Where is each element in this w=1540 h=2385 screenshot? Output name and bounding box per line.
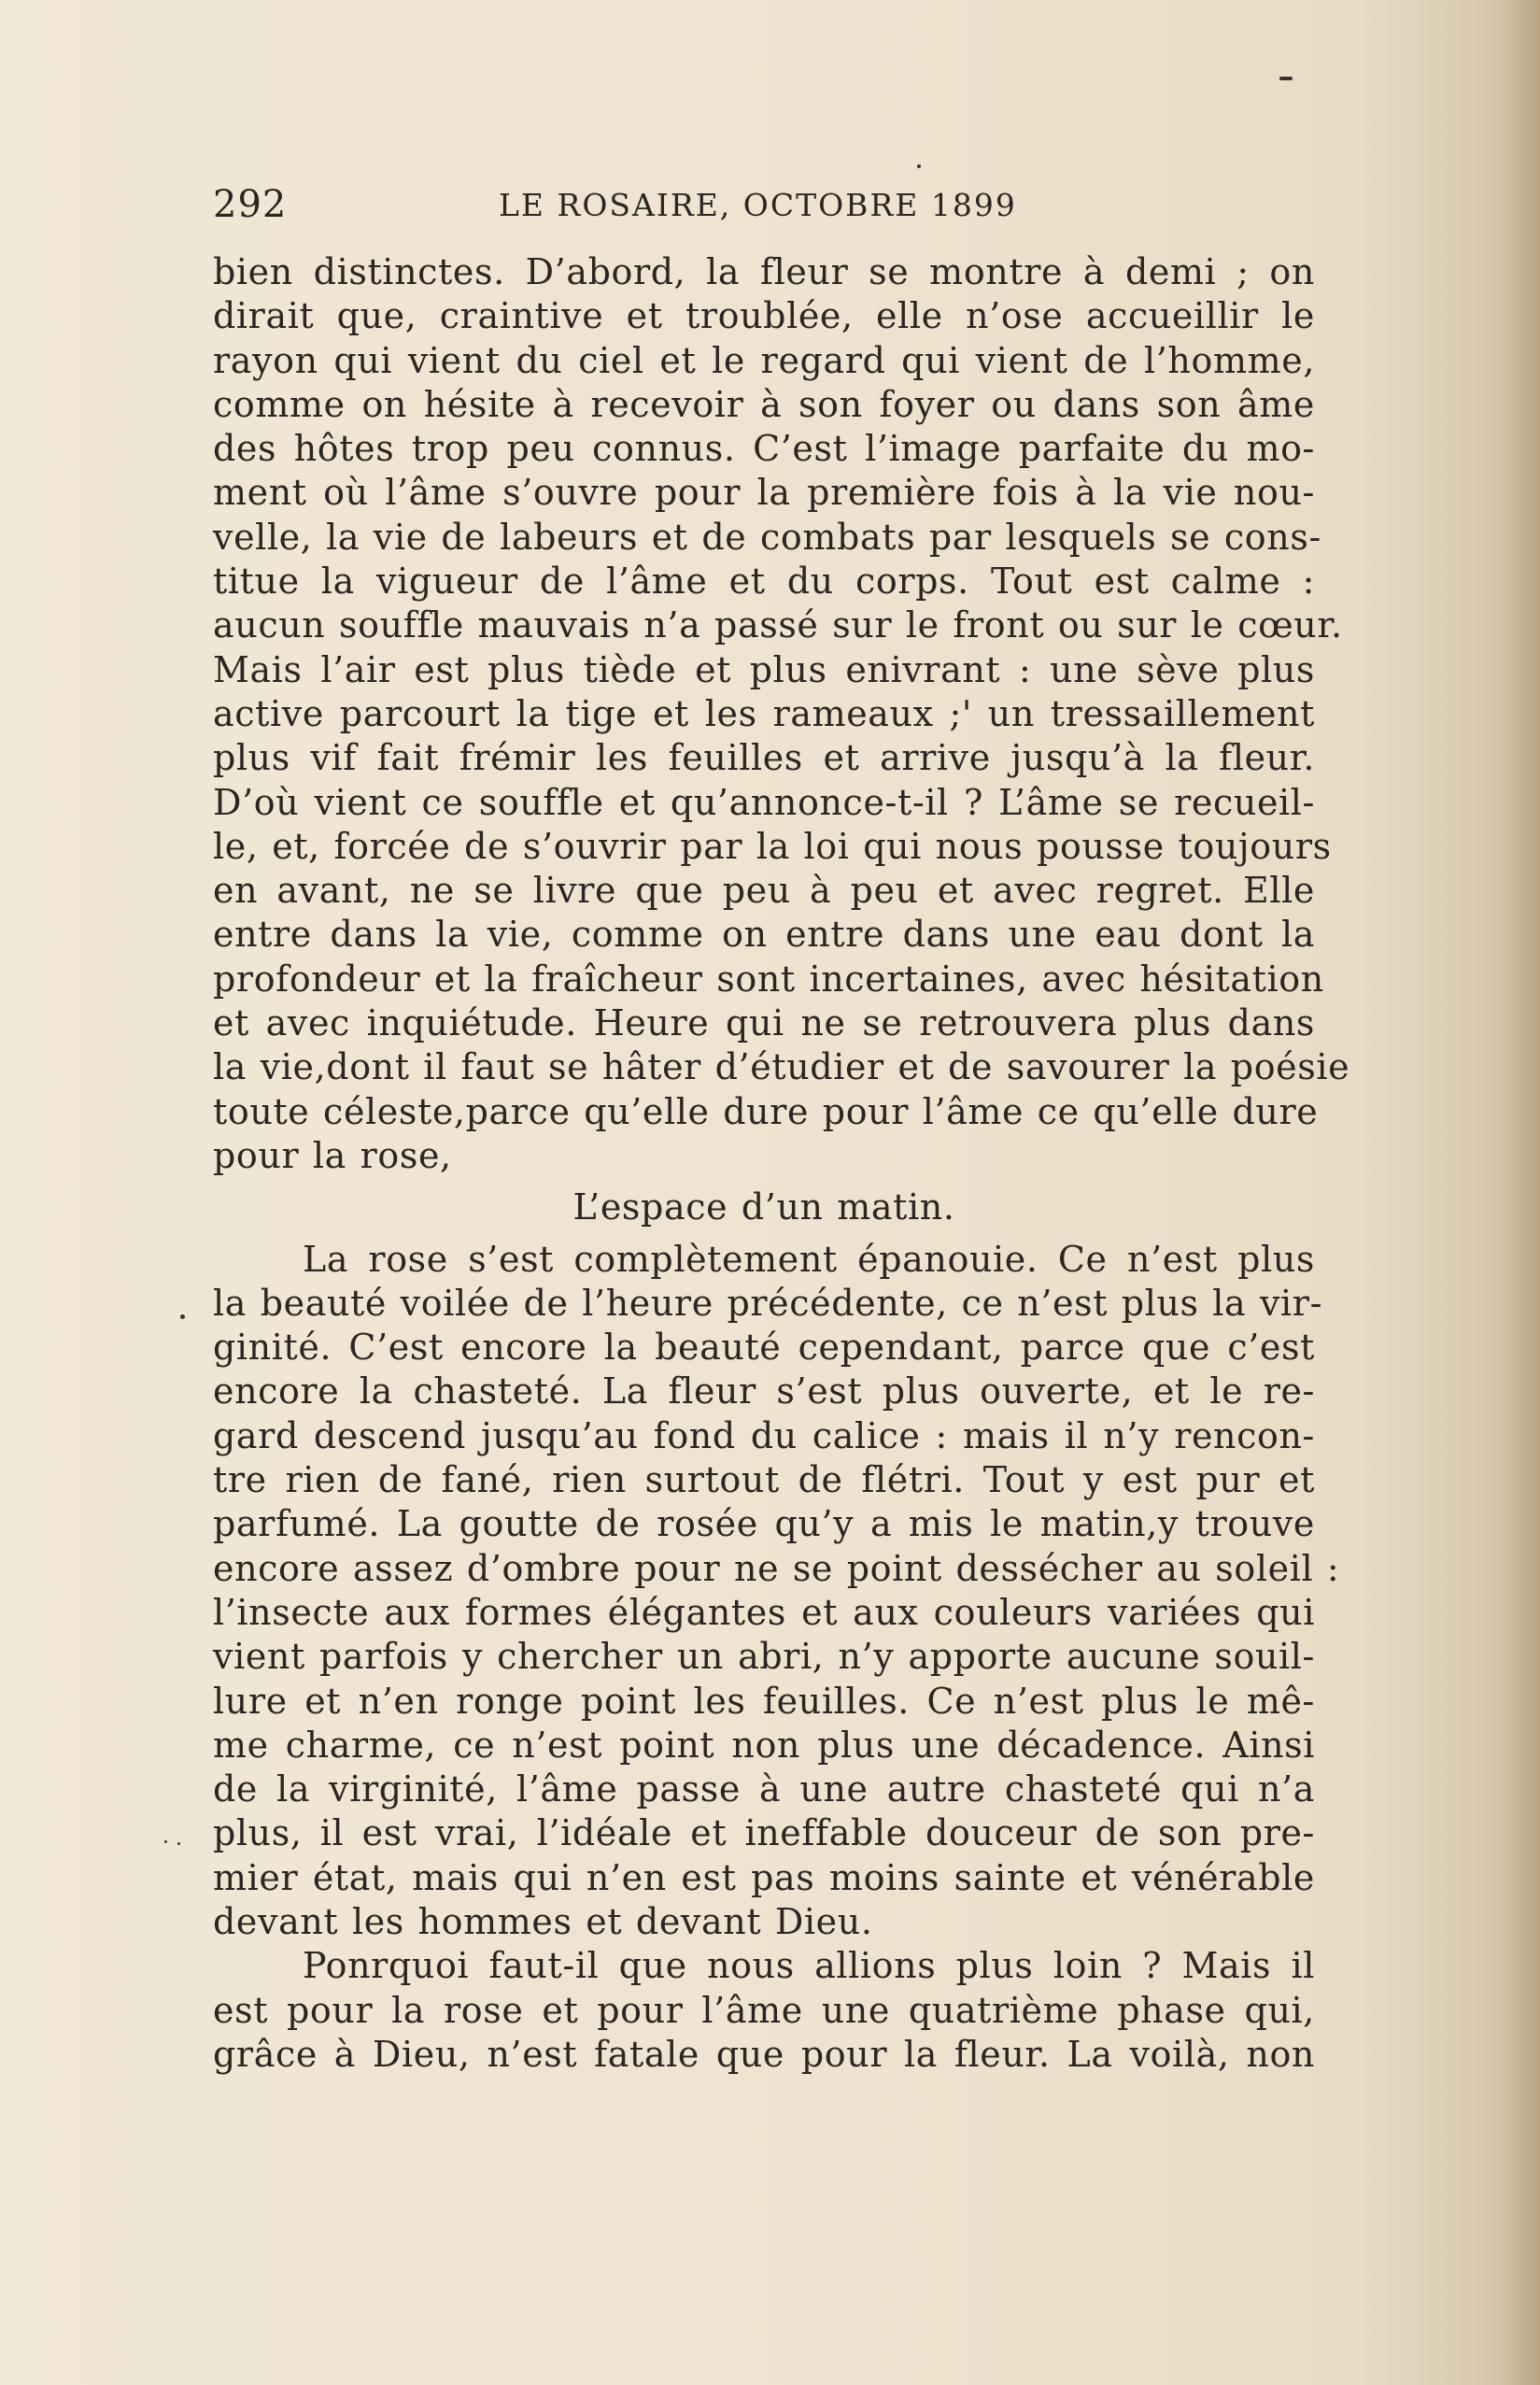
body-text (213, 250, 1350, 2077)
paragraph (213, 1944, 1315, 2077)
text-line: parfumé. La goutte de rosée qu’y a mis le matin,y trouve (213, 1503, 1315, 1545)
paragraph (213, 1238, 1340, 1945)
text-line: encore la chasteté. La fleur s’est plus ouverte, et le re- (213, 1370, 1315, 1413)
text-line: plus vif fait frémir les feuilles et arrive jusqu’à la fleur. (213, 737, 1315, 779)
text-line: La rose s’est complètement épanouie. Ce n’est plus (303, 1238, 1315, 1280)
text-line: Ponrquoi faut-il que nous allions plus loin ? Mais il (303, 1945, 1315, 1987)
text-line: l’insecte aux formes élégantes et aux couleurs variées qui (213, 1591, 1315, 1633)
text-line: est pour la rose et pour l’âme une quatrième phase qui, (213, 1989, 1315, 2031)
text-line: aucun souffle mauvais n’a passé sur le front ou sur le cœur. (213, 604, 1343, 646)
text-line: velle, la vie de labeurs et de combats par lesquels se cons- (213, 516, 1321, 558)
text-line: la beauté voilée de l’heure précédente, ce n’est plus la vir- (213, 1282, 1323, 1324)
text-line: titue la vigueur de l’âme et du corps. Tout est calme : (213, 561, 1315, 603)
ink-speck (180, 1314, 185, 1319)
text-line: en avant, ne se livre que peu à peu et avec regret. Elle (213, 870, 1315, 912)
text-line: encore assez d’ombre pour ne se point dessécher au soleil : (213, 1547, 1340, 1589)
text-line: dirait que, craintive et troublée, elle n’ose accueillir le (213, 295, 1315, 337)
page-number: 292 (213, 183, 288, 226)
text-line: ment où l’âme s’ouvre pour la première fois à la vie nou- (213, 472, 1315, 514)
text-line: rayon qui vient du ciel et le regard qui vient de l’homme, (213, 339, 1315, 381)
page-edge-shadow (1503, 0, 1540, 2385)
text-line: profondeur et la fraîcheur sont incertaines, avec hésitation (213, 958, 1324, 1000)
text-line: grâce à Dieu, n’est fatale que pour la fleur. La voilà, non (213, 2033, 1315, 2075)
ink-speck (177, 1842, 180, 1845)
running-head (213, 183, 1025, 230)
text-line: entre dans la vie, comme on entre dans une eau dont la (213, 914, 1315, 956)
text-line: tre rien de fané, rien surtout de flétri. Tout y est pur et (213, 1459, 1315, 1501)
ink-speck (164, 1840, 167, 1843)
text-line: et avec inquiétude. Heure qui ne se retrouvera plus dans (213, 1002, 1315, 1044)
text-line: le, et, forcée de s’ouvrir par la loi qui nous pousse toujours (213, 825, 1332, 867)
text-line: bien distinctes. D’abord, la fleur se montre à demi ; on (213, 251, 1315, 292)
text-line: vient parfois y chercher un abri, n’y apporte aucune souil- (213, 1636, 1315, 1678)
paragraph (213, 250, 1350, 1178)
text-line: gard descend jusqu’au fond du calice : mais il n’y rencon- (213, 1414, 1315, 1456)
text-line: comme on hésite à recevoir à son foyer ou dans son âme (213, 383, 1315, 425)
text-line: des hôtes trop peu connus. C’est l’image parfaite du mo- (213, 428, 1315, 470)
journal-title: LE ROSAIRE, OCTOBRE 1899 (499, 187, 1017, 223)
text-line: lure et n’en ronge point les feuilles. Ce n’est plus le mê- (213, 1680, 1315, 1722)
verse-quote: L’espace d’un matin. (572, 1186, 955, 1228)
text-line: me charme, ce n’est point non plus une décadence. Ainsi (213, 1724, 1315, 1766)
text-line: la vie,dont il faut se hâter d’étudier et de savourer la poésie (213, 1046, 1350, 1088)
text-line: devant les hommes et devant Dieu. (213, 1900, 873, 1942)
text-line: ginité. C’est encore la beauté cependant, parce que c’est (213, 1327, 1315, 1369)
text-line: pour la rose, (213, 1134, 452, 1176)
text-line: toute céleste,parce qu’elle dure pour l’âme ce qu’elle dure (213, 1090, 1319, 1132)
text-line: Mais l’air est plus tiède et plus enivrant : une sève plus (213, 648, 1315, 690)
ink-speck (917, 164, 921, 168)
text-line: de la virginité, l’âme passe à une autre chasteté qui n’a (213, 1768, 1315, 1810)
text-line: active parcourt la tige et les rameaux ;' un tressaillement (213, 692, 1315, 734)
text-line: D’où vient ce souffle et qu’annonce-t-il ? L’âme se recueil- (213, 781, 1315, 823)
ink-speck (1279, 77, 1293, 80)
text-line: plus, il est vrai, l’idéale et ineffable douceur de son pre- (213, 1812, 1315, 1854)
text-line: mier état, mais qui n’en est pas moins sainte et vénérable (213, 1856, 1315, 1898)
